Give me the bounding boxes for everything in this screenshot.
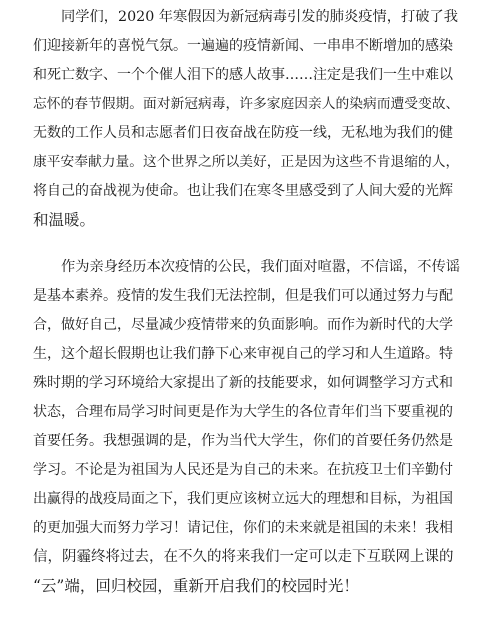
paragraph-2-line: 生，这个超长假期也让我们静下心来审视自己的学习和人生道路。特 [33, 346, 453, 362]
paragraph-2-line: 殊时期的学习环境给大家提出了新的技能要求，如何调整学习方式和 [33, 375, 453, 391]
paragraph-2-line: 状态，合理布局学习时间更是作为大学生的各位青年们当下要重视的 [33, 404, 453, 420]
paragraph-2-line: 首要任务。我想强调的是，作为当代大学生，你们的首要任务仍然是 [33, 433, 453, 449]
paragraph-1-line: 忘怀的春节假期。面对新冠病毒，许多家庭因亲人的染病而遭受变故、 [33, 96, 460, 112]
paragraph-2-line: 出赢得的战疫局面之下，我们更应该树立远大的理想和目标，为祖国 [33, 491, 453, 507]
paragraph-1-line: 同学们，2020 年寒假因为新冠病毒引发的肺炎疫情，打破了我 [61, 9, 459, 25]
paragraph-2-line: 作为亲身经历本次疫情的公民，我们面对喧嚣，不信谣，不传谣 [61, 259, 461, 275]
paragraph-1-line: 们迎接新年的喜悦气氛。一遍遍的疫情新闻、一串串不断增加的感染 [33, 38, 453, 54]
paragraph-2-line: 是基本素养。疫情的发生我们无法控制，但是我们可以通过努力与配 [33, 288, 453, 304]
paragraph-1-line: 康平安奉献力量。这个世界之所以美好，正是因为这些不肯退缩的人， [33, 154, 460, 170]
paragraph-2-line: 的更加强大而努力学习！请记住，你们的未来就是祖国的未来！我相 [33, 520, 453, 536]
paragraph-2-line: 信，阴霾终将过去，在不久的将来我们一定可以走下互联网上课的 [33, 549, 454, 565]
paragraph-2-line: “云”端，回归校园，重新开启我们的校园时光！ [33, 577, 359, 595]
paragraph-1-line: 将自己的奋战视为使命。也让我们在寒冬里感受到了人间大爱的光辉 [33, 183, 453, 199]
paragraph-2-line: 学习。不论是为祖国为人民还是为自己的未来。在抗疫卫士们辛勤付 [33, 462, 453, 478]
paragraph-1-line: 和温暖。 [33, 211, 96, 229]
paragraph-1-line: 和死亡数字、一个个催人泪下的感人故事……注定是我们一生中难以 [33, 67, 453, 83]
paragraph-1-line: 无数的工作人员和志愿者们日夜奋战在防疫一线，无私地为我们的健 [33, 125, 453, 141]
paragraph-2-line: 合，做好自己，尽量减少疫情带来的负面影响。而作为新时代的大学 [33, 317, 453, 333]
